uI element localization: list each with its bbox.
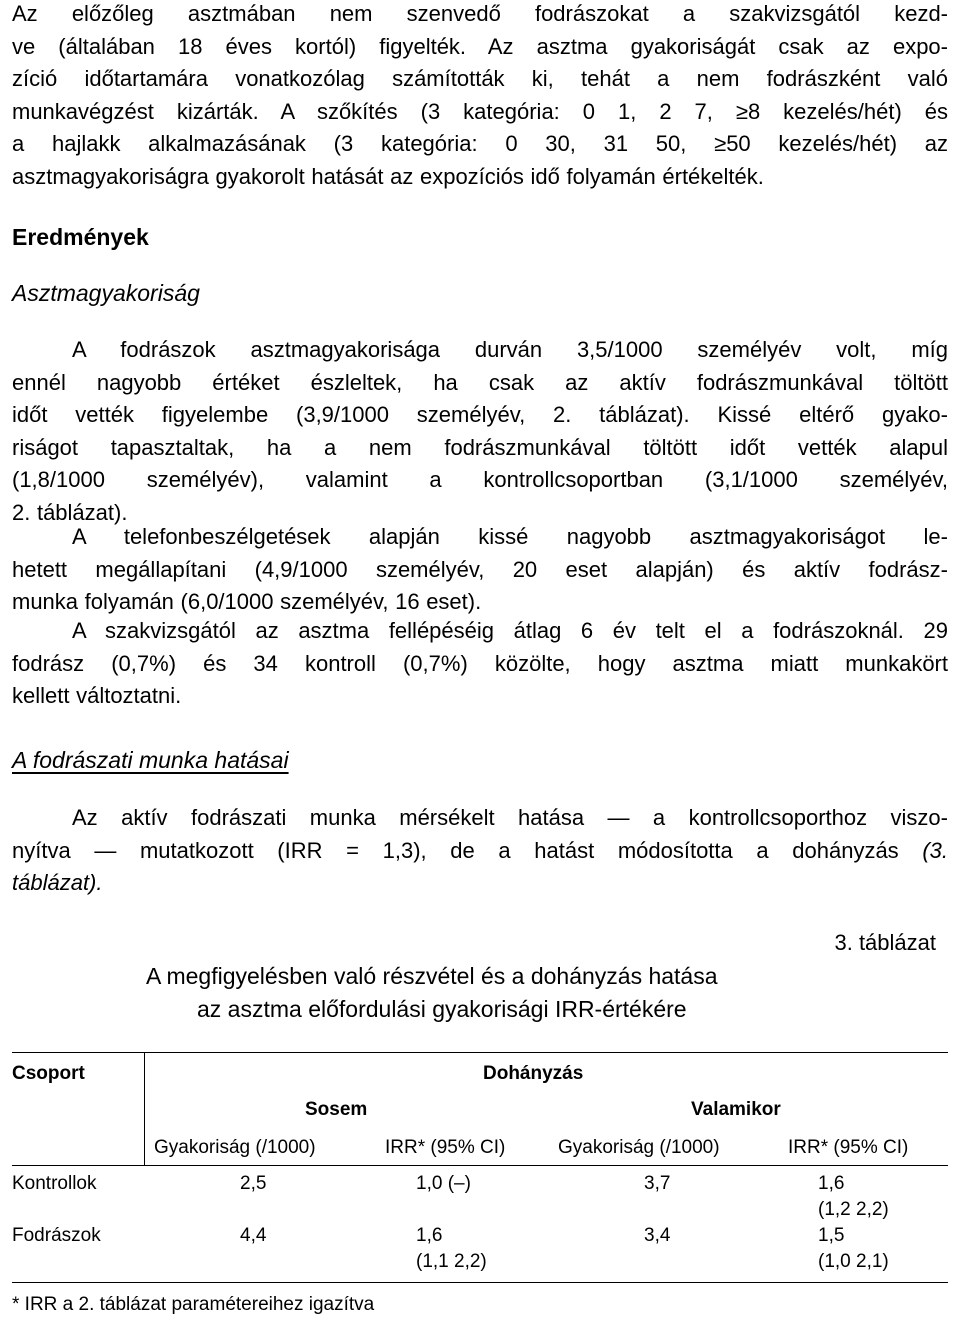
table-subheader: Gyakoriság (/1000): [558, 1137, 720, 1158]
intro-paragraph: [12, 0, 948, 193]
paragraph: [12, 334, 948, 529]
text-line: időt vették figyelembe (3,9/1000 személyév, 2. táblázat). Kissé eltérő gyako-: [12, 402, 948, 427]
table-footnote: * IRR a 2. táblázat paramétereihez igazítva: [12, 1294, 375, 1315]
text-line: fodrász (0,7%) és 34 kontroll (0,7%) közölte, hogy asztma miatt munkakört: [12, 650, 948, 676]
table-title-line: az asztma előfordulási gyakorisági IRR-értékére: [197, 996, 687, 1022]
table-cell: 3,7: [644, 1173, 671, 1194]
table-header-group: Csoport: [12, 1063, 85, 1084]
text-line: A telefonbeszélgetések alapján kissé nagyobb asztmagyakoriságot le-: [72, 524, 948, 549]
table-vertical-rule: [144, 1052, 145, 1165]
table-cell: (1,2 2,2): [818, 1199, 889, 1220]
table-title: [12, 960, 948, 1026]
text-run-italic: (3.: [898, 837, 948, 863]
table-header-rule: [12, 1165, 948, 1166]
section-heading: Eredmények: [12, 224, 149, 250]
table-cell: 3,4: [644, 1225, 671, 1246]
table-subheader: IRR* (95% CI): [385, 1137, 506, 1158]
text-line: riságot tapasztaltak, ha a nem fodrászmunkával töltött időt vették alapul: [12, 434, 948, 460]
text-line: ve (általában 18 éves kortól) figyelték. Az asztma gyakoriságát csak az expo-: [12, 33, 948, 59]
table-cell: 2,5: [240, 1173, 267, 1194]
text-line: hetett megállapítani (4,9/1000 személyév, 20 eset alapján) és aktív fodrász-: [12, 556, 948, 582]
text-line: Az előzőleg asztmában nem szenvedő fodrászokat a szakvizsgától kezd-: [12, 1, 948, 26]
text-line: [12, 835, 948, 868]
text-line: a hajlakk alkalmazásának (3 kategória: 0 30, 31 50, ≥50 kezelés/hét) az: [12, 131, 948, 156]
table-bottom-rule: [12, 1282, 948, 1283]
table-header-ever: Valamikor: [691, 1099, 781, 1120]
table-cell: (1,0 2,1): [818, 1251, 889, 1272]
table-cell: (1,1 2,2): [416, 1251, 487, 1272]
text-line: kellett változtatni.: [12, 683, 182, 708]
table-number: 3. táblázat: [834, 930, 936, 955]
text-line: munkavégzést kizárták. A szőkítés (3 kategória: 0 1, 2 7, ≥8 kezelés/hét) és: [12, 98, 948, 124]
paragraph: [12, 615, 948, 713]
text-line: ennél nagyobb értéket észleltek, ha csak az aktív fodrászmunkával töltött: [12, 369, 948, 395]
text-line: A szakvizsgától az asztma fellépéséig átlag 6 év telt el a fodrászoknál. 29: [72, 618, 948, 643]
table-cell-group: Fodrászok: [12, 1225, 101, 1246]
table-subheader: Gyakoriság (/1000): [154, 1137, 316, 1158]
text-line: munka folyamán (6,0/1000 személyév, 16 eset).: [12, 589, 482, 614]
table-cell: 1,6: [818, 1173, 845, 1194]
table-top-rule: [12, 1052, 948, 1053]
table-cell: 4,4: [240, 1225, 267, 1246]
table-header-never: Sosem: [305, 1099, 368, 1120]
table-title-line: A megfigyelésben való részvétel és a dohányzás hatása: [146, 963, 718, 989]
text-line: 2. táblázat).: [12, 499, 128, 525]
text-line: zíció időtartamára vonatkozólag számították ki, tehát a nem fodrászként való: [12, 66, 948, 91]
text-line: Az aktív fodrászati munka mérsékelt hatása — a kontrollcsoporthoz viszo-: [72, 805, 948, 830]
text-line: asztmagyakoriságra gyakorolt hatását az expozíciós idő folyamán értékelték.: [12, 163, 764, 189]
table-subheader: IRR* (95% CI): [788, 1137, 909, 1158]
subsection-heading: A fodrászati munka hatásai: [12, 747, 289, 773]
text-line: A fodrászok asztmagyakorisága durván 3,5/1000 személyév volt, míg: [72, 337, 948, 362]
table-cell: 1,6: [416, 1225, 443, 1246]
paragraph: [12, 521, 948, 619]
paragraph: [12, 802, 948, 900]
subsection-heading: Asztmagyakoriság: [12, 280, 200, 306]
text-line: táblázat).: [12, 870, 103, 895]
text-run: nyítva — mutatkozott (IRR = 1,3), de a hatást módosította a dohányzás: [12, 837, 899, 863]
table-cell: 1,0 (–): [416, 1173, 471, 1194]
table-cell-group: Kontrollok: [12, 1173, 97, 1194]
table-header-smoking: Dohányzás: [483, 1063, 584, 1084]
text-line: (1,8/1000 személyév), valamint a kontrollcsoportban (3,1/1000 személyév,: [12, 467, 948, 492]
table-cell: 1,5: [818, 1225, 845, 1246]
